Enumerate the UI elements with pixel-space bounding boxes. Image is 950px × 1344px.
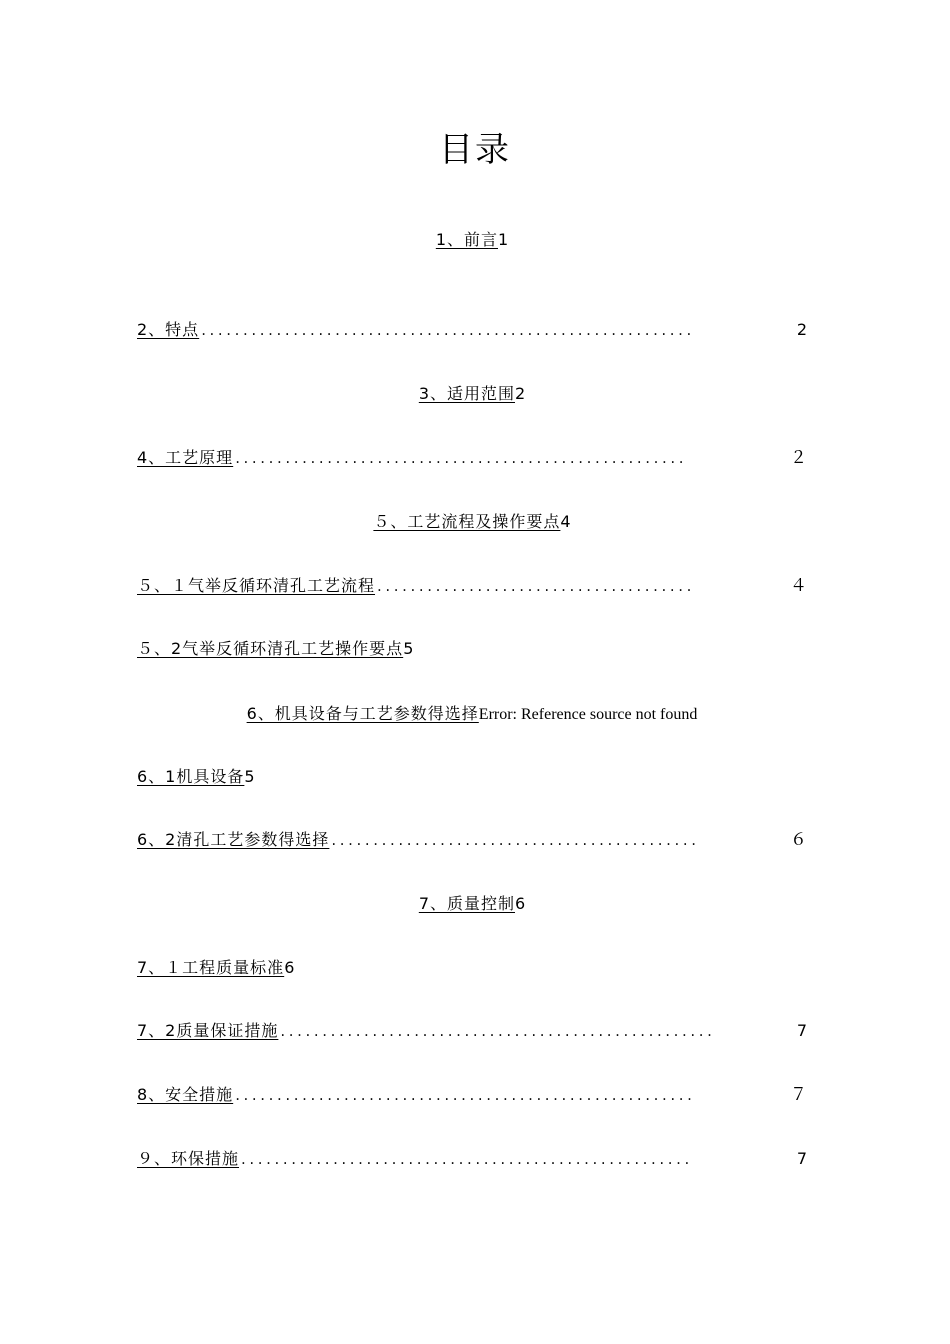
toc-entry-label[interactable]: ９、环保措施 [137, 1149, 240, 1168]
toc-entry-equipment[interactable] [137, 765, 807, 789]
toc-entry-page: 7 [796, 1021, 807, 1040]
toc-entry-label[interactable]: 6、机具设备与工艺参数得选择 [246, 704, 479, 723]
toc-entry-page: 6 [284, 958, 295, 977]
toc-entry-label[interactable]: 1、前言 [435, 230, 498, 249]
toc-entry-page: 2 [796, 320, 807, 339]
toc-entry-quality-control[interactable] [137, 892, 807, 916]
toc-reference-error: Error: Reference source not found [478, 706, 698, 723]
toc-entry-label[interactable]: ５、１气举反循环清孔工艺流程 [137, 576, 376, 595]
toc-leader-dots: .................................................... [280, 1022, 716, 1040]
toc-leader-dots: ...................................................... [235, 449, 688, 467]
toc-entry-label[interactable]: ５、工艺流程及操作要点 [373, 512, 561, 531]
toc-entry-environmental[interactable] [137, 1147, 807, 1171]
toc-entry-page: ７ [790, 1085, 807, 1105]
toc-entry-safety[interactable] [137, 1083, 807, 1107]
toc-entry-label[interactable]: 7、１工程质量标准 [137, 958, 285, 977]
toc-entry-page: 2 [515, 384, 526, 403]
toc-entry-label[interactable]: 8、安全措施 [137, 1085, 234, 1104]
toc-entry-process[interactable] [137, 510, 807, 534]
toc-entry-equipment-params[interactable] [137, 702, 807, 726]
toc-entry-scope[interactable] [137, 382, 807, 406]
toc-entry-page: 6 [515, 894, 526, 913]
page-title: 目录 [439, 130, 511, 170]
toc-entry-preface[interactable] [137, 228, 807, 252]
toc-entry-label[interactable]: 2、特点 [137, 320, 200, 339]
toc-entry-principle[interactable] [137, 446, 807, 470]
toc-entry-page: 1 [498, 230, 509, 249]
toc-entry-page: 7 [796, 1149, 807, 1168]
toc-entry-page: ６ [790, 830, 807, 850]
toc-entry-page: 4 [560, 512, 571, 531]
toc-leader-dots: ....................................................... [235, 1086, 696, 1104]
toc-entry-label[interactable]: ５、2气举反循环清孔工艺操作要点 [137, 639, 404, 658]
toc-entry-page: ２ [790, 448, 807, 468]
toc-entry-process-flow[interactable] [137, 574, 807, 598]
toc-entry-label[interactable]: 6、2清孔工艺参数得选择 [137, 830, 330, 849]
toc-entry-cleaning-params[interactable] [137, 828, 807, 852]
toc-entry-label[interactable]: 7、质量控制 [418, 894, 515, 913]
toc-leader-dots: ............................................ [331, 831, 700, 849]
toc-entry-features[interactable] [137, 318, 807, 342]
toc-leader-dots: ........................................................... [201, 321, 695, 339]
toc-entry-quality-assurance[interactable] [137, 1019, 807, 1043]
toc-entry-label[interactable]: 6、1机具设备 [137, 767, 245, 786]
toc-entry-operation-points[interactable] [137, 637, 807, 661]
toc-leader-dots: ...................................... [377, 577, 696, 595]
toc-leader-dots: ...................................................... [241, 1150, 693, 1168]
toc-entry-page: 5 [244, 767, 255, 786]
toc-entry-quality-standard[interactable] [137, 956, 807, 980]
toc-entry-label[interactable]: 4、工艺原理 [137, 448, 234, 467]
toc-entry-page: ４ [790, 576, 807, 596]
toc-entry-label[interactable]: 3、适用范围 [418, 384, 515, 403]
toc-entry-page: 5 [403, 639, 414, 658]
toc-entry-label[interactable]: 7、2质量保证措施 [137, 1021, 279, 1040]
